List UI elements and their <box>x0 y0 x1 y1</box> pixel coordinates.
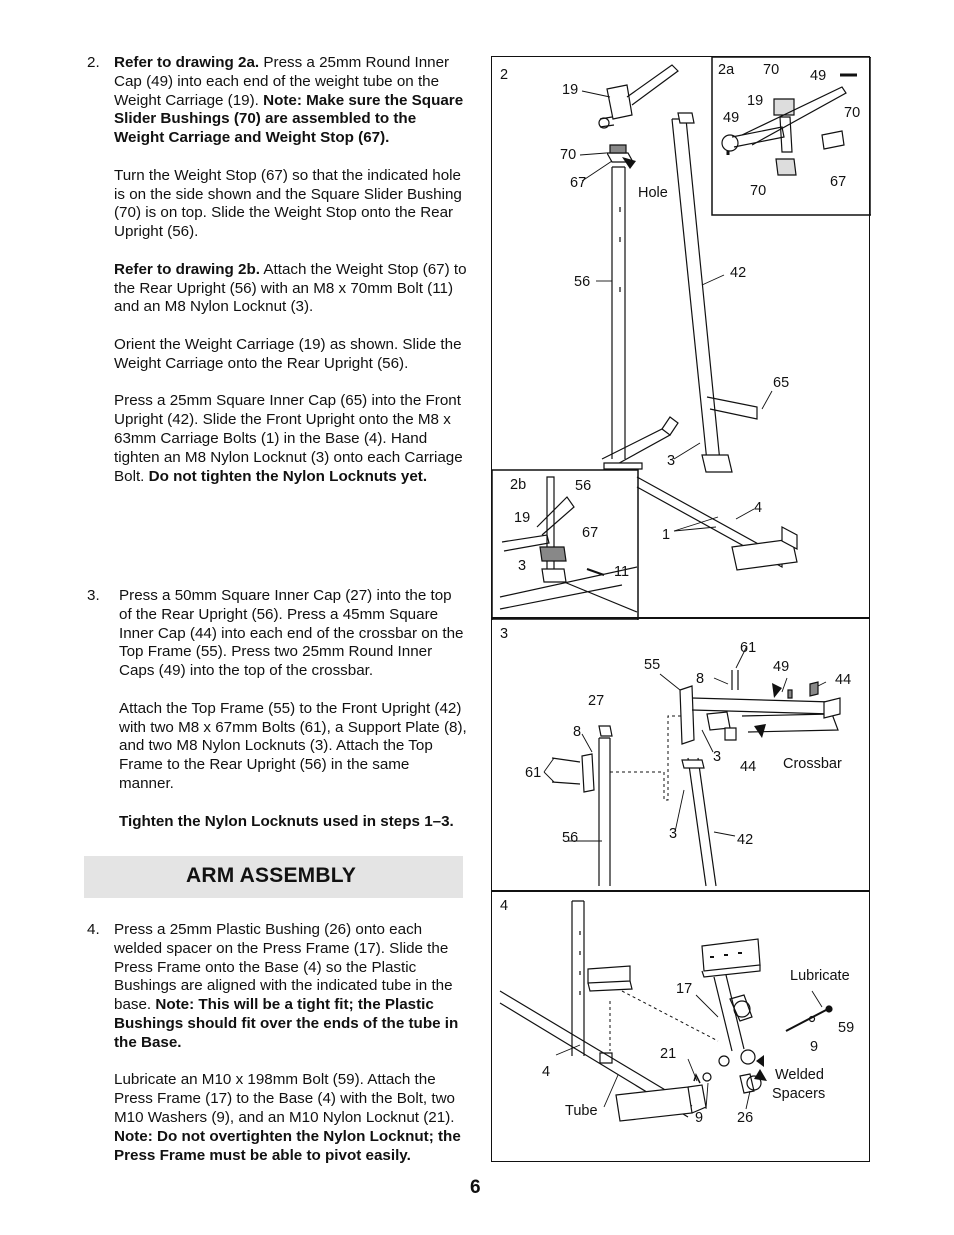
part-label: 27 <box>588 693 605 709</box>
body-text: Orient the Weight Carriage (19) as shown. Slide the Weight Carriage onto the Rear Upright (56). <box>114 335 462 372</box>
instruction-paragraph <box>114 336 467 374</box>
part-label: Welded <box>775 1067 824 1083</box>
part-label: 26 <box>737 1110 754 1126</box>
body-text: Lubricate an M10 x 198mm Bolt (59). Attach the Press Frame (17) to the Base (4) with the Bolt, two M10 Washers (9), and an M10 Nylon Locknut (21). <box>114 1071 456 1126</box>
step-2 <box>87 54 467 486</box>
step-number: 2. <box>87 54 100 71</box>
part-label: 8 <box>696 671 705 687</box>
bold-text: Refer to drawing 2b. <box>114 260 260 278</box>
part-label: 3 <box>669 826 678 842</box>
instruction-paragraph <box>114 392 467 486</box>
body-text: Turn the Weight Stop (67) so that the indicated hole is on the side shown and the Square Slider Bushing (70) is on top. Slide the Weight Stop onto the Rear Upright (56). <box>114 166 462 241</box>
instruction-paragraph <box>119 700 467 794</box>
step-body <box>114 921 467 1165</box>
figure-2 <box>491 56 870 619</box>
figure-id: 2 <box>500 67 509 83</box>
instruction-paragraph <box>114 167 467 242</box>
part-label: 49 <box>723 110 740 126</box>
part-label: 3 <box>667 453 676 469</box>
instructions-column <box>87 54 467 505</box>
section-title: ARM ASSEMBLY <box>186 864 357 887</box>
part-label: 56 <box>575 478 592 494</box>
part-label: 8 <box>573 724 582 740</box>
part-label: 42 <box>730 265 747 281</box>
part-label: 67 <box>830 174 847 190</box>
step-4 <box>87 921 467 1165</box>
body-text: Attach the Weight Stop (67) to the Rear Upright (56) with an M8 x 70mm Bolt (11) and an M8 Nylon Locknut (3). <box>114 260 467 316</box>
part-label: 3 <box>713 749 722 765</box>
part-label: 56 <box>562 830 579 846</box>
instruction-paragraph <box>119 813 467 832</box>
part-label: 70 <box>560 147 577 163</box>
body-text: Press a 25mm Square Inner Cap (65) into the Front Upright (42). Slide the Front Upright onto the M8 x 63mm Carriage Bolts (1) in the Base (4). Hand tighten an M8 Nylon Locknut (3) onto each Carriage Bolt. <box>114 392 463 485</box>
inset-id: 2a <box>718 62 735 78</box>
instruction-paragraph <box>119 587 467 681</box>
part-label: 67 <box>582 525 599 541</box>
part-label: 19 <box>747 93 764 109</box>
part-label: 56 <box>574 274 591 290</box>
instruction-paragraph <box>114 1071 467 1165</box>
part-label: 19 <box>562 82 579 98</box>
part-label: Hole <box>638 185 668 201</box>
instructions-column-step3 <box>87 587 467 850</box>
part-label: 61 <box>525 765 542 781</box>
bold-text: Note: This will be a tight fit; the Plastic Bushings should fit over the ends of the tube in the Base. <box>114 996 459 1051</box>
instruction-paragraph <box>114 261 467 317</box>
bold-text: Refer to drawing 2a. <box>114 54 260 71</box>
part-label: 70 <box>763 62 780 78</box>
part-label: 9 <box>695 1110 704 1126</box>
part-label: Spacers <box>772 1086 826 1102</box>
step-number: 4. <box>87 921 100 938</box>
part-label: 70 <box>750 183 767 199</box>
body-text: Press a 25mm Round Inner Cap (49) into each end of the weight tube on the Weight Carriage (19). <box>114 54 450 109</box>
bold-text: Do not tighten the Nylon Locknuts yet. <box>148 467 428 485</box>
bold-text: Note: Do not overtighten the Nylon Locknut; the Press Frame must be able to pivot easily. <box>114 1127 461 1164</box>
part-label: 3 <box>518 558 527 574</box>
part-label: Lubricate <box>790 968 850 984</box>
step-number: 3. <box>87 587 100 604</box>
body-text: Press a 50mm Square Inner Cap (27) into the top of the Rear Upright (56). Press a 45mm Square Inner Cap (44) into each end of the crossbar on the Top Frame (55). Press two 25mm Round Inner Caps (49) into the top of the crossbar. <box>119 587 464 680</box>
figure-id: 4 <box>500 898 509 914</box>
part-label: Tube <box>565 1103 598 1119</box>
body-text: Attach the Top Frame (55) to the Front Upright (42) with two M8 x 67mm Bolts (61), a Support Plate (8), and two M8 Nylon Locknuts (3). Attach the Top Frame to the Rear Upright (56) in the same manner. <box>119 699 467 792</box>
part-label: 59 <box>838 1020 855 1036</box>
figure-id: 3 <box>500 626 509 642</box>
figure-3 <box>491 617 870 892</box>
step-3 <box>87 587 467 831</box>
instruction-paragraph <box>114 921 467 1053</box>
part-label: 67 <box>570 175 587 191</box>
part-label: 1 <box>662 527 671 543</box>
part-label: 19 <box>514 510 531 526</box>
part-label: 4 <box>542 1064 551 1080</box>
figure-2-drawing <box>492 57 871 620</box>
inset-id: 2b <box>510 477 527 493</box>
part-label: 44 <box>740 759 757 775</box>
instructions-column-step4 <box>87 921 467 1184</box>
section-banner <box>84 856 463 898</box>
part-label: 42 <box>737 832 754 848</box>
part-label: 44 <box>835 672 852 688</box>
part-label: 61 <box>740 640 757 656</box>
bold-text: Tighten the Nylon Locknuts used in steps 1–3. <box>119 812 454 830</box>
instruction-paragraph <box>114 54 467 148</box>
step-body <box>114 54 467 486</box>
page-number: 6 <box>470 1177 481 1198</box>
part-label: 9 <box>810 1039 819 1055</box>
part-label: 4 <box>754 500 763 516</box>
part-label: 65 <box>773 375 790 391</box>
part-label: 49 <box>773 659 790 675</box>
part-label: Crossbar <box>783 756 842 772</box>
figure-4-drawing <box>492 891 871 1163</box>
part-label: 21 <box>660 1046 677 1062</box>
step-body <box>119 587 467 831</box>
part-label: 49 <box>810 68 827 84</box>
part-label: 17 <box>676 981 693 997</box>
body-text: Press a 25mm Plastic Bushing (26) onto each welded spacer on the Press Frame (17). Slide the Press Frame onto the Base (4) so the Plastic Bushings are aligned with the indicated tube in the base. <box>114 921 453 1014</box>
figure-4 <box>491 890 870 1162</box>
part-label: 11 <box>614 564 630 580</box>
bold-text: Note: Make sure the Square Slider Bushings (70) are assembled to the Weight Carriage and Weight Stop (67). <box>114 91 464 147</box>
part-label: 55 <box>644 657 661 673</box>
part-label: 70 <box>844 105 861 121</box>
